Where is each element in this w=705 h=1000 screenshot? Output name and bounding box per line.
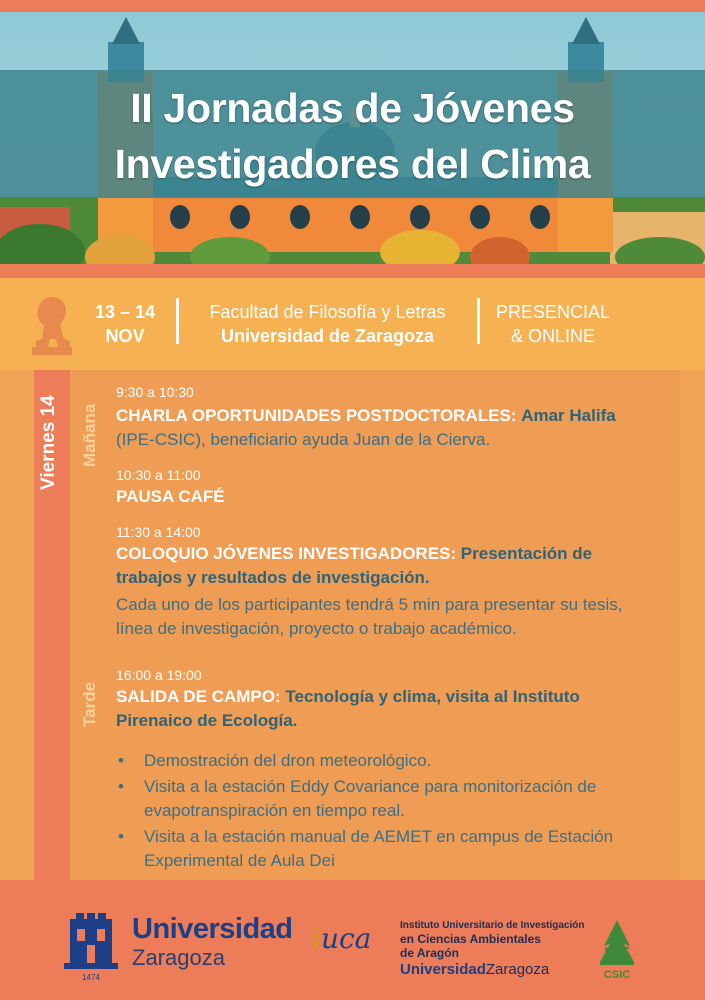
info-separator-2 bbox=[477, 298, 480, 344]
session-4-time: 16:00 a 19:00 bbox=[116, 667, 202, 683]
session-1-detail: (IPE-CSIC), beneficiario ayuda Juan de la Cierva. bbox=[116, 430, 491, 449]
crest-year: 1474 bbox=[82, 973, 100, 982]
inst-university-a: Universidad bbox=[400, 961, 486, 978]
session-1-speaker: Amar Halifa bbox=[521, 406, 616, 425]
inst-line-1: Instituto Universitario de Investigación bbox=[400, 920, 585, 931]
morning-label: Mañana bbox=[80, 403, 99, 467]
session-3-description: Cada uno de los participantes tendrá 5 min para presentar su tesis, línea de investigación, proyecto o trabajo académico. bbox=[116, 595, 623, 638]
university-crest-icon bbox=[62, 913, 120, 983]
session-2-time: 10:30 a 11:00 bbox=[116, 467, 201, 483]
session-3-text bbox=[116, 542, 636, 590]
session-4-text bbox=[116, 685, 626, 733]
inst-university-b: Zaragoza bbox=[485, 961, 550, 978]
session-4-bullets bbox=[116, 749, 676, 875]
session-3-time: 11:30 a 14:00 bbox=[116, 524, 201, 540]
inst-line-3: de Aragón bbox=[400, 946, 459, 960]
day-label: Viernes 14 bbox=[38, 395, 59, 490]
venue-faculty: Facultad de Filosofía y Letras bbox=[209, 302, 446, 322]
event-dates bbox=[80, 300, 170, 348]
session-1-text bbox=[116, 404, 656, 452]
session-1-time: 9:30 a 10:30 bbox=[116, 384, 194, 400]
afternoon-label: Tarde bbox=[80, 681, 99, 727]
session-4-subtitle: Tecnología y clima, visita al Instituto Pirenaico de Ecología. bbox=[116, 687, 580, 730]
ipe-logo bbox=[590, 918, 644, 984]
venue-university: Universidad de Zaragoza bbox=[220, 326, 435, 346]
session-3-title: COLOQUIO JÓVENES INVESTIGADORES: bbox=[116, 544, 457, 563]
uz-logo-text bbox=[132, 913, 293, 971]
title-line-2: Investigadores del Clima bbox=[114, 141, 591, 187]
dates-month: NOV bbox=[105, 326, 145, 346]
uz-name-2: Zaragoza bbox=[132, 945, 225, 970]
session-4-title: SALIDA DE CAMPO: bbox=[116, 687, 281, 706]
session-2-title: PAUSA CAFÉ bbox=[116, 487, 225, 506]
event-mode bbox=[488, 300, 618, 348]
session-1-title: CHARLA OPORTUNIDADES POSTDOCTORALES: bbox=[116, 406, 517, 425]
title-line-1: II Jornadas de Jóvenes bbox=[130, 85, 575, 131]
event-venue bbox=[190, 300, 465, 348]
ipe-csic: CSIC bbox=[603, 969, 631, 981]
list-item: • Visita a la estación manual de AEMET en campus de Estación Experimental de Aula Dei bbox=[116, 825, 676, 873]
footer-divider bbox=[0, 880, 705, 898]
dates-range: 13 – 14 bbox=[94, 302, 156, 322]
list-item: • Visita a la estación Eddy Covariance para monitorización de evapotranspiración en tiempo real. bbox=[116, 775, 676, 823]
institute-logo bbox=[400, 920, 600, 979]
iuca-logo-i: i bbox=[312, 922, 321, 955]
uz-name-1: Universidad bbox=[132, 913, 293, 945]
mode-line-1: PRESENCIAL bbox=[495, 302, 611, 322]
info-separator-1 bbox=[176, 298, 179, 344]
iuca-logo-rest: uca bbox=[320, 922, 372, 955]
session-3-subtitle: Presentación de trabajos y resultados de investigación. bbox=[116, 544, 593, 587]
ipe-name: IPE bbox=[604, 945, 630, 962]
mode-line-2: & ONLINE bbox=[510, 326, 596, 346]
event-title bbox=[0, 80, 705, 192]
orange-divider bbox=[0, 264, 705, 278]
inst-university bbox=[400, 961, 600, 979]
top-stripe bbox=[0, 0, 705, 12]
list-item: • Demostración del dron meteorológico. bbox=[116, 749, 676, 773]
lion-icon bbox=[30, 295, 74, 357]
iuca-logo bbox=[312, 922, 371, 955]
inst-line-2: en Ciencias Ambientales bbox=[400, 932, 541, 946]
